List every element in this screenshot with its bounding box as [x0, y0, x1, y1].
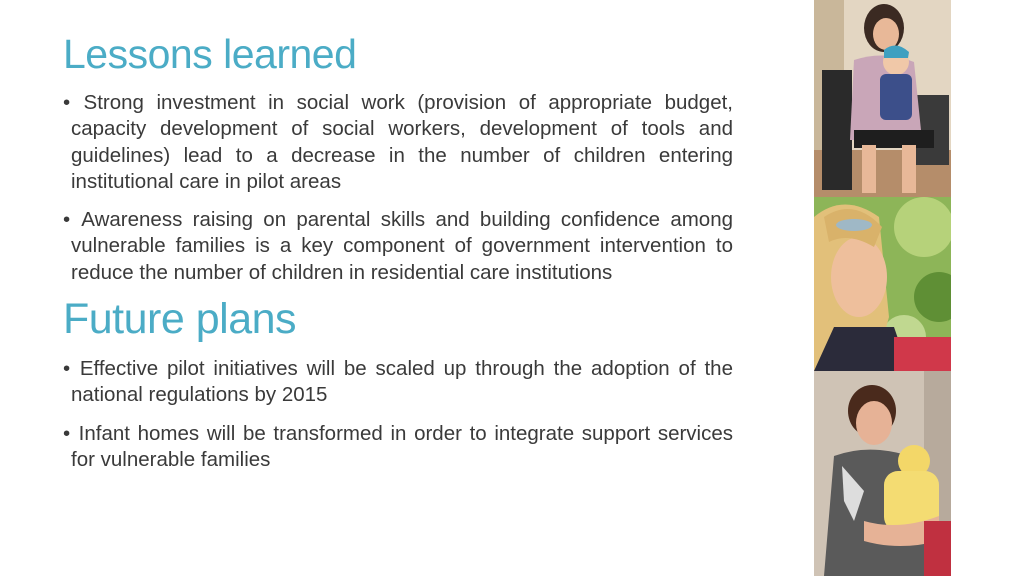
- list-item: [63, 90, 733, 195]
- list-item-text: Effective pilot initiatives will be scaled up through the adoption of the national regulations by 2015: [71, 357, 733, 407]
- future-plans-heading: Future plans: [63, 295, 297, 344]
- future-list: [63, 356, 733, 473]
- photo-mother-with-toddler: [814, 0, 951, 197]
- bullet-icon: •: [63, 421, 71, 445]
- slide-content: [63, 28, 733, 473]
- lessons-list: [63, 90, 733, 286]
- photo-mother-with-toddler-illustration: [814, 0, 951, 197]
- photo-smiling-woman-illustration: [814, 197, 951, 371]
- lessons-learned-heading: Lessons learned: [63, 31, 357, 77]
- list-item-text: Awareness raising on parental skills and building confidence among vulnerable families is a key component of government intervention to reduce the number of children in residential care institutions: [71, 208, 734, 284]
- photo-woman-holding-baby-illustration: [814, 371, 951, 576]
- list-item: [63, 421, 733, 474]
- photo-smiling-woman: [814, 197, 951, 371]
- list-item-text: Infant homes will be transformed in order to integrate support services for vulnerable families: [71, 421, 734, 471]
- list-item: [63, 356, 733, 409]
- bullet-icon: •: [63, 357, 71, 381]
- bullet-icon: •: [63, 91, 71, 114]
- list-item-text: Strong investment in social work (provision of appropriate budget, capacity development of social workers, development of tools and guidelines) lead to a decrease in the number of children entering institutional care in pilot areas: [71, 91, 733, 193]
- photo-strip: [814, 0, 951, 576]
- bullet-icon: •: [63, 208, 71, 232]
- photo-woman-holding-baby: [814, 371, 951, 576]
- list-item: [63, 207, 733, 286]
